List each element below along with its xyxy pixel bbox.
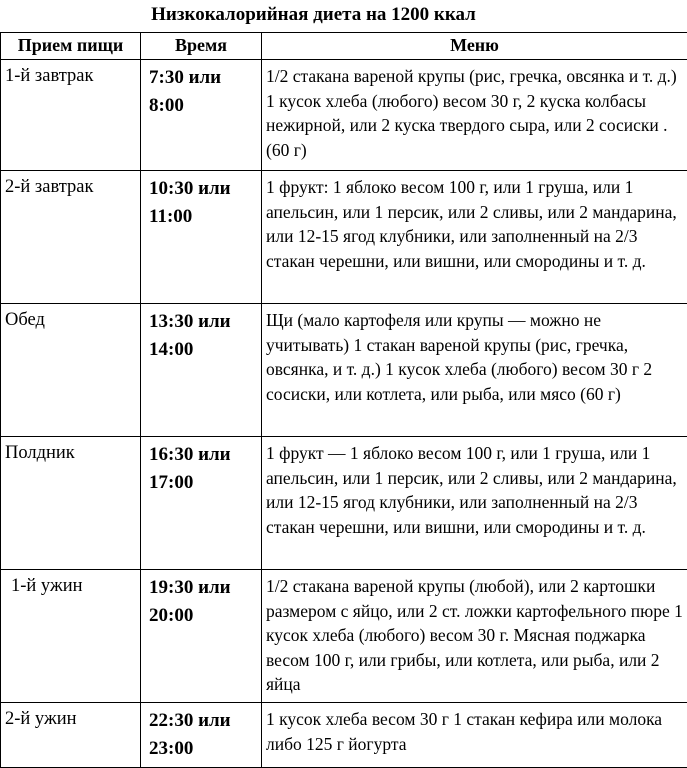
menu-cell: Щи (мало картофеля или крупы — можно не учитывать) 1 стакан вареной крупы (рис, гречка, овсянка, и т. д.) 1 кусок хлеба (любого) весом 30 г 2 сосиски, или котлета, или рыба, или мясо (60 г): [262, 304, 687, 437]
time-cell: [141, 60, 262, 171]
menu-cell: 1 кусок хлеба весом 30 г 1 стакан кефира или молока либо 125 г йогурта: [262, 703, 687, 768]
time-cell: [141, 570, 262, 703]
table-row: [1, 570, 687, 703]
meal-cell: 2-й ужин: [1, 703, 141, 768]
meal-cell: 2-й завтрак: [1, 171, 141, 304]
meal-cell: Обед: [1, 304, 141, 437]
time-first: 10:30 или: [149, 175, 261, 203]
time-second: 23:00: [149, 735, 261, 763]
menu-cell: 1/2 стакана вареной крупы (любой), или 2 картошки размером с яйцо, или 2 ст. ложки картофельного пюре 1 кусок хлеба (любого) весом 30 г. Мясная поджарка весом 100 г, или грибы, или котлета, или рыба, или 2 яйца: [262, 570, 687, 703]
time-cell: [141, 304, 262, 437]
time-first: 13:30 или: [149, 308, 261, 336]
header-menu: Меню: [262, 33, 687, 60]
diet-table: [0, 32, 687, 768]
table-row: [1, 171, 687, 304]
time-second: 14:00: [149, 336, 261, 364]
menu-cell: 1 фрукт — 1 яблоко весом 100 г, или 1 груша, или 1 апельсин, или 1 персик, или 2 сливы, или 2 мандарина, или 12-15 ягод клубники, или заполненный на 2/3 стакан черешни, или вишни, или смородины и т. д.: [262, 437, 687, 570]
meal-cell: 1-й ужин: [1, 570, 141, 703]
table-row: [1, 304, 687, 437]
meal-cell: 1-й завтрак: [1, 60, 141, 171]
time-second: 8:00: [149, 92, 261, 120]
time-cell: [141, 171, 262, 304]
meal-cell: Полдник: [1, 437, 141, 570]
time-first: 19:30 или: [149, 574, 261, 602]
menu-cell: 1 фрукт: 1 яблоко весом 100 г, или 1 груша, или 1 апельсин, или 1 персик, или 2 сливы, или 2 мандарина, или 12-15 ягод клубники, или заполненный на 2/3 стакан черешни, или вишни, или смородины и т. д.: [262, 171, 687, 304]
time-first: 22:30 или: [149, 707, 261, 735]
header-meal: Прием пищи: [1, 33, 141, 60]
time-second: 17:00: [149, 469, 261, 497]
table-header-row: [1, 33, 687, 60]
menu-cell: 1/2 стакана вареной крупы (рис, гречка, овсянка и т. д.) 1 кусок хлеба (любого) весом 30 г, 2 куска колбасы нежирной, или 2 куска твердого сыра, или 2 сосиски .(60 г): [262, 60, 687, 171]
time-cell: [141, 703, 262, 768]
table-row: [1, 437, 687, 570]
time-first: 7:30 или: [149, 64, 261, 92]
header-time: Время: [141, 33, 262, 60]
table-row: [1, 60, 687, 171]
time-second: 11:00: [149, 203, 261, 231]
time-first: 16:30 или: [149, 441, 261, 469]
table-row: [1, 703, 687, 768]
page-title: Низкокалорийная диета на 1200 ккал: [0, 3, 687, 27]
time-second: 20:00: [149, 602, 261, 630]
time-cell: [141, 437, 262, 570]
